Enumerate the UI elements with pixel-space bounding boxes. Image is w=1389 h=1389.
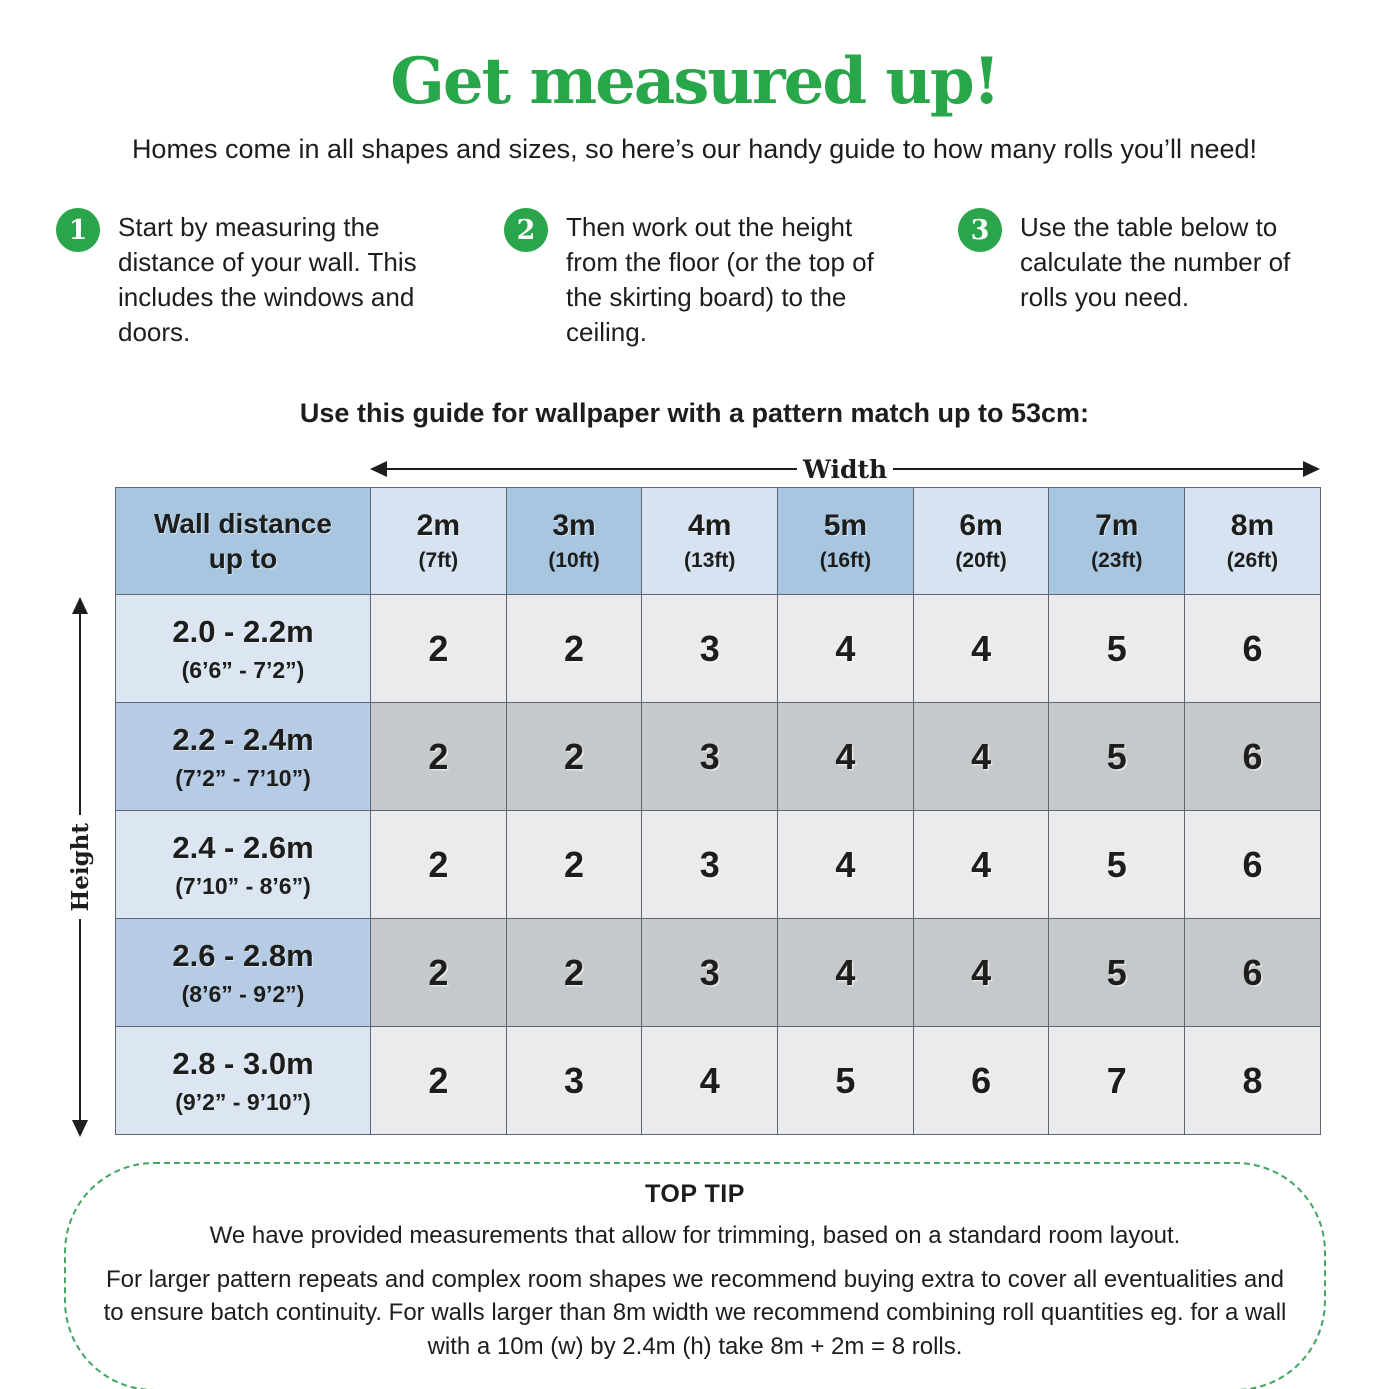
step-2 [504, 208, 904, 350]
table-cell: 4 [913, 919, 1049, 1027]
column-header-7m: 7m (23ft) [1049, 488, 1185, 595]
table-cell: 6 [1185, 919, 1321, 1027]
row-header: 2.4 - 2.6m (7’10” - 8’6”) [116, 811, 371, 919]
arrow-line [387, 468, 797, 470]
table-row [116, 919, 1321, 1027]
table-cell: 6 [1185, 595, 1321, 703]
column-header-6m: 6m (20ft) [913, 488, 1049, 595]
column-header-3m: 3m (10ft) [506, 488, 642, 595]
table-cell: 3 [642, 595, 778, 703]
table-cell: 5 [1049, 811, 1185, 919]
column-header-8m: 8m (26ft) [1185, 488, 1321, 595]
step-3-number-badge: 3 [958, 208, 1002, 252]
step-1 [56, 208, 456, 350]
column-header-5m: 5m (16ft) [778, 488, 914, 595]
arrow-line [893, 468, 1303, 470]
table-cell: 2 [506, 811, 642, 919]
arrow-line [79, 919, 81, 1120]
table-cell: 4 [913, 595, 1049, 703]
arrow-right-icon [1303, 461, 1320, 477]
row-header: 2.6 - 2.8m (8’6” - 9’2”) [116, 919, 371, 1027]
height-axis-arrow [66, 597, 94, 1137]
table-cell: 3 [642, 919, 778, 1027]
table-cell: 2 [371, 595, 507, 703]
tip-line-1: We have provided measurements that allow for trimming, based on a standard room layout. [209, 1222, 1181, 1249]
tip-heading: TOP TIP [645, 1180, 745, 1208]
table-cell: 4 [778, 703, 914, 811]
table-cell: 6 [913, 1027, 1049, 1135]
table-cell: 2 [371, 703, 507, 811]
table-cell: 6 [1185, 703, 1321, 811]
step-2-number-badge: 2 [504, 208, 548, 252]
row-header: 2.2 - 2.4m (7’2” - 7’10”) [116, 703, 371, 811]
tip-line-2: For larger pattern repeats and complex room shapes we recommend buying extra to cover all eventualities and to ensure batch continuity. For walls larger than 8m width we recommend combining roll quantities eg. for a wall with a 10m (w) by 2.4m (h) take 8m + 2m = 8 rolls. [103, 1265, 1287, 1360]
table-row [116, 1027, 1321, 1135]
table-cell: 6 [1185, 811, 1321, 919]
corner-header: Wall distance up to [116, 488, 371, 595]
table-cell: 4 [642, 1027, 778, 1135]
width-axis-label: Width [802, 454, 888, 484]
table-cell: 4 [778, 919, 914, 1027]
table-cell: 3 [506, 1027, 642, 1135]
table-cell: 2 [506, 595, 642, 703]
table-cell: 5 [1049, 703, 1185, 811]
step-3-text: Use the table below to calculate the number of rolls you need. [1020, 212, 1291, 313]
arrow-left-icon [370, 461, 387, 477]
column-header-4m: 4m (13ft) [642, 488, 778, 595]
table-row [116, 703, 1321, 811]
column-header-2m: 2m (7ft) [371, 488, 507, 595]
height-axis-label: Height [66, 822, 94, 912]
table-header-row [116, 488, 1321, 595]
step-3 [958, 208, 1338, 315]
table-cell: 5 [1049, 919, 1185, 1027]
step-2-text: Then work out the height from the floor (or the top of the skirting board) to the ceiling. [566, 212, 874, 348]
table-cell: 2 [506, 703, 642, 811]
width-axis-arrow [370, 454, 1320, 484]
table-cell: 4 [778, 811, 914, 919]
page-title: Get measured up! [390, 44, 999, 119]
table-cell: 3 [642, 703, 778, 811]
table-cell: 2 [371, 919, 507, 1027]
table-cell: 2 [371, 1027, 507, 1135]
table-cell: 2 [371, 811, 507, 919]
rolls-table [115, 487, 1321, 1135]
table-cell: 4 [913, 811, 1049, 919]
page-subtitle: Homes come in all shapes and sizes, so here’s our handy guide to how many rolls you’ll need! [131, 134, 1258, 164]
top-tip-box [64, 1162, 1326, 1389]
table-cell: 7 [1049, 1027, 1185, 1135]
arrow-down-icon [72, 1120, 88, 1137]
step-1-text: Start by measuring the distance of your wall. This includes the windows and doors. [118, 212, 417, 348]
table-cell: 5 [778, 1027, 914, 1135]
table-row [116, 811, 1321, 919]
table-cell: 5 [1049, 595, 1185, 703]
step-1-number-badge: 1 [56, 208, 100, 252]
table-cell: 3 [642, 811, 778, 919]
row-header: 2.0 - 2.2m (6’6” - 7’2”) [116, 595, 371, 703]
arrow-up-icon [72, 597, 88, 614]
arrow-line [79, 614, 81, 815]
table-intro: Use this guide for wallpaper with a pattern match up to 53cm: [299, 398, 1090, 428]
table-cell: 4 [913, 703, 1049, 811]
table-row [116, 595, 1321, 703]
row-header: 2.8 - 3.0m (9’2” - 9’10”) [116, 1027, 371, 1135]
table-cell: 4 [778, 595, 914, 703]
table-cell: 8 [1185, 1027, 1321, 1135]
table-cell: 2 [506, 919, 642, 1027]
